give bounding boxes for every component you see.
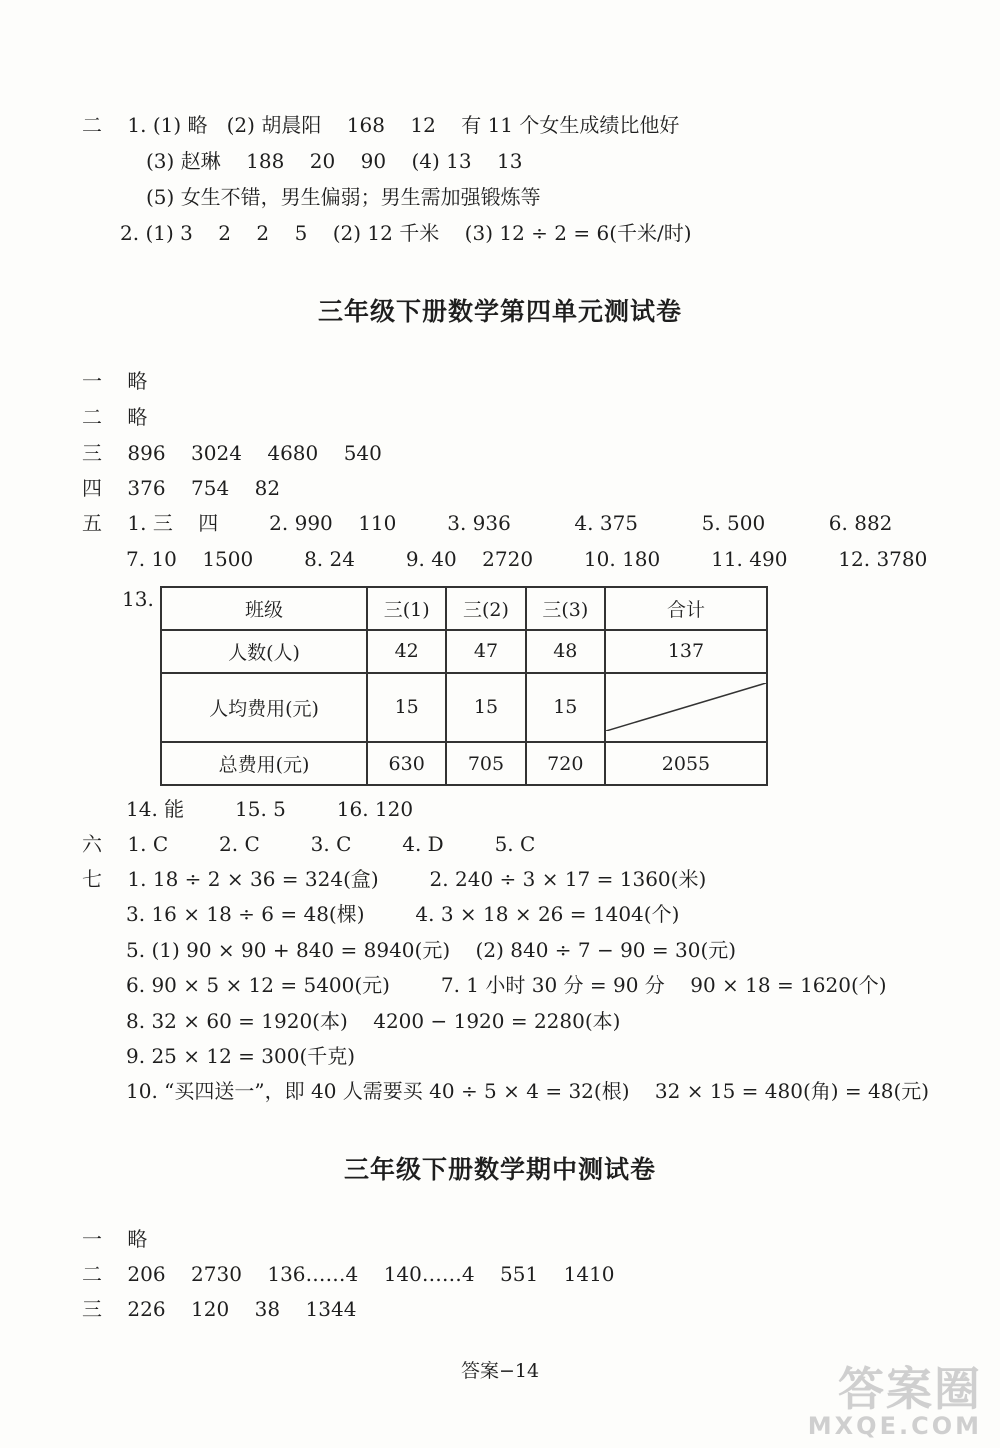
- answer-line: 二 略: [82, 405, 148, 429]
- table-cell: 2055: [605, 742, 767, 785]
- page-number: 答案−14: [460, 1360, 540, 1382]
- answer-line: 七 1. 18 ÷ 2 × 36 = 324(盒) 2. 240 ÷ 3 × 17 = 1360(米): [82, 867, 707, 891]
- table-cell: 班级: [161, 587, 367, 630]
- answer-line: 3. 16 × 18 ÷ 6 = 48(棵) 4. 3 × 18 × 26 = 1404(个): [126, 902, 680, 926]
- answer-line: 5. (1) 90 × 90 + 840 = 8940(元) (2) 840 ÷ 7 − 90 = 30(元): [126, 938, 737, 962]
- table-cell: 720: [526, 742, 605, 785]
- answer-line: 二 206 2730 136……4 140……4 551 1410: [82, 1262, 615, 1286]
- section-title: 三年级下册数学期中测试卷: [343, 1155, 656, 1184]
- table-cell: 42: [367, 630, 446, 673]
- answer-line: 7. 10 1500 8. 24 9. 40 2720 10. 180 11. 490 12. 3780: [126, 547, 928, 571]
- answer-line: 五 1. 三 四 2. 990 110 3. 936 4. 375 5. 500 6. 882: [82, 511, 893, 535]
- table-cell: 合计: [605, 587, 767, 630]
- cost-table: [160, 586, 768, 786]
- answer-line: 四 376 754 82: [82, 476, 281, 500]
- watermark-url: MXQE.COM: [807, 1412, 982, 1440]
- table-cell: 三(3): [526, 587, 605, 630]
- diagonal-line: [606, 683, 766, 731]
- table-row: [161, 587, 767, 630]
- answer-line: 14. 能 15. 5 16. 120: [126, 797, 414, 821]
- table-row: [161, 742, 767, 785]
- question-number: 13.: [122, 587, 154, 611]
- answer-line: 10. “买四送一”，即 40 人需要买 40 ÷ 5 × 4 = 32(根) 32 × 15 = 480(角) = 48(元): [126, 1079, 930, 1103]
- section-title: 三年级下册数学第四单元测试卷: [317, 297, 682, 326]
- table-cell: 人均费用(元): [161, 673, 367, 742]
- watermark-text: 答案圈: [838, 1362, 982, 1416]
- table-row: [161, 630, 767, 673]
- watermark-logo: [807, 1362, 982, 1440]
- table-cell: 137: [605, 630, 767, 673]
- answer-line: 二 1. (1) 略 (2) 胡晨阳 168 12 有 11 个女生成绩比他好: [82, 113, 680, 137]
- table-cell: 15: [446, 673, 525, 742]
- table-cell: 48: [526, 630, 605, 673]
- table-cell: 三(2): [446, 587, 525, 630]
- table-cell: 15: [526, 673, 605, 742]
- table-cell: 705: [446, 742, 525, 785]
- diagonal-cell: [605, 673, 767, 742]
- answer-line: 8. 32 × 60 = 1920(本) 4200 − 1920 = 2280(本): [126, 1009, 621, 1033]
- answer-line: 6. 90 × 5 × 12 = 5400(元) 7. 1 小时 30 分 = 90 分 90 × 18 = 1620(个): [126, 973, 887, 997]
- answer-line: (5) 女生不错，男生偏弱；男生需加强锻炼等: [146, 185, 541, 209]
- answer-line: 一 略: [82, 369, 148, 393]
- table-cell: 人数(人): [161, 630, 367, 673]
- table-cell: 15: [367, 673, 446, 742]
- table-cell: 630: [367, 742, 446, 785]
- answer-line: 六 1. C 2. C 3. C 4. D 5. C: [82, 832, 536, 856]
- answer-line: 三 896 3024 4680 540: [82, 441, 382, 465]
- answer-line: 三 226 120 38 1344: [82, 1297, 357, 1321]
- table-row: [161, 673, 767, 742]
- answer-line: 2. (1) 3 2 2 5 (2) 12 千米 (3) 12 ÷ 2 = 6(千米/时): [120, 221, 692, 245]
- answer-line: 9. 25 × 12 = 300(千克): [126, 1044, 356, 1068]
- table-cell: 47: [446, 630, 525, 673]
- table-cell: 总费用(元): [161, 742, 367, 785]
- answer-line: (3) 赵琳 188 20 90 (4) 13 13: [146, 149, 523, 173]
- table-cell: 三(1): [367, 587, 446, 630]
- answer-line: 一 略: [82, 1227, 148, 1251]
